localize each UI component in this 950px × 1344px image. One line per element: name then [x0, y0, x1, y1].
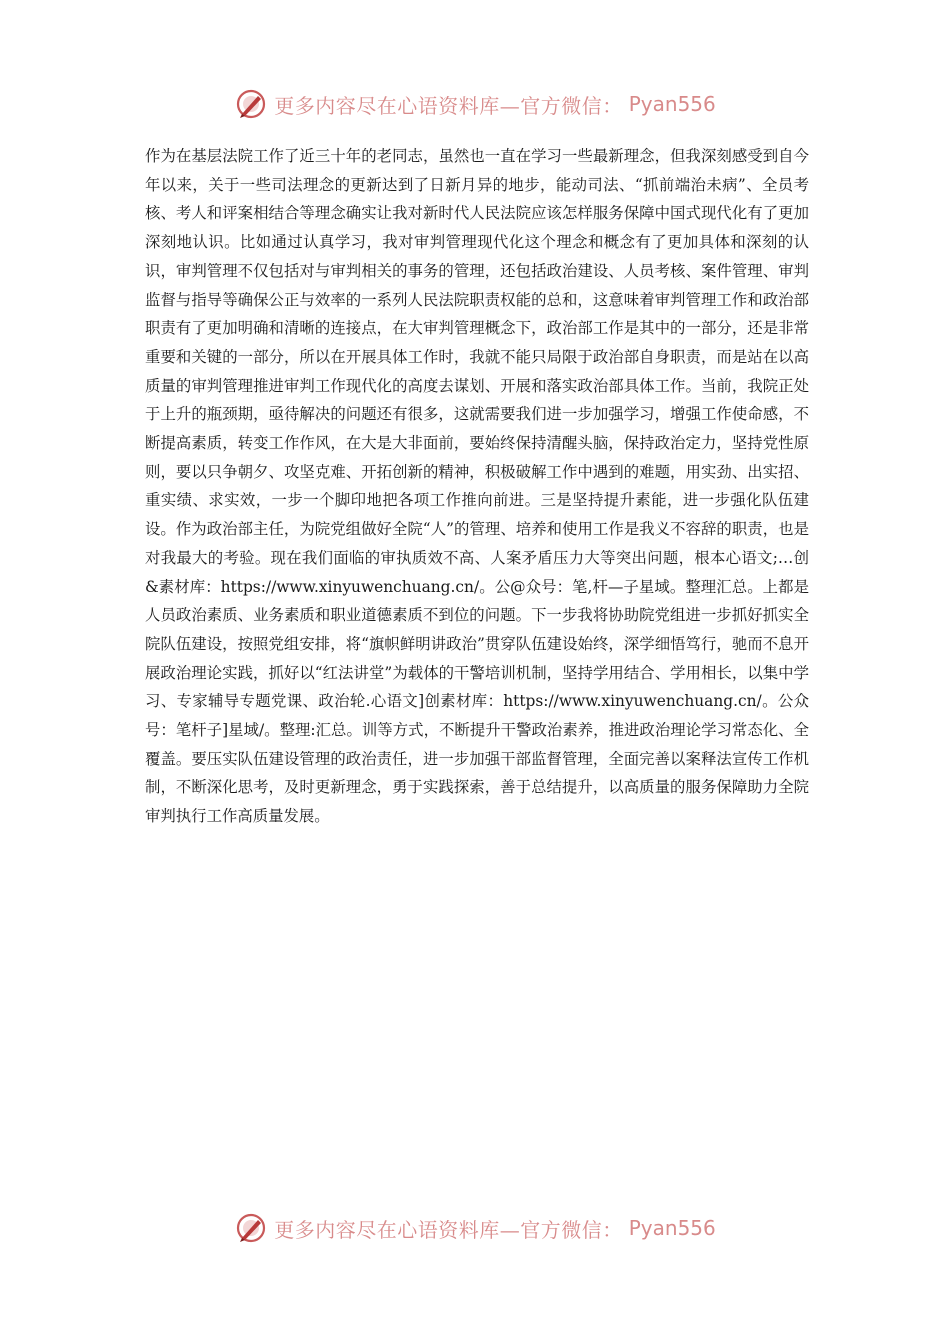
- watermark-wechat-id: Pyan556: [628, 1216, 716, 1240]
- pen-logo-icon: [234, 87, 268, 121]
- watermark-text: 更多内容尽在心语资料库—官方微信：: [274, 1217, 623, 1242]
- document-body-paragraph: 作为在基层法院工作了近三十年的老同志，虽然也一直在学习一些最新理念，但我深刻感受到自今年以来，关于一些司法理念的更新达到了日新月异的地步，能动司法、“抓前端治未病”、全员考核、考人和评案相结合等理念确实让我对新时代人民法院应该怎样服务保障中国式现代化有了更加深刻地认识。比如通过认真学习，我对审判管理现代化这个理念和概念有了更加具体和深刻的认识，审判管理不仅包括对与审判相关的事务的管理，还包括政治建设、人员考核、案件管理、审判监督与指导等确保公正与效率的一系列人民法院职责权能的总和，这意味着审判管理工作和政治部职责有了更加明确和清晰的连接点，在大审判管理概念下，政治部工作是其中的一部分，还是非常重要和关键的一部分，所以在开展具体工作时，我就不能只局限于政治部自身职责，而是站在以高质量的审判管理推进审判工作现代化的高度去谋划、开展和落实政治部具体工作。当前，我院正处于上升的瓶颈期，亟待解决的问题还有很多，这就需要我们进一步加强学习，增强工作使命感，不断提高素质，转变工作作风，在大是大非面前，要始终保持清醒头脑，保持政治定力，坚持党性原则，要以只争朝夕、攻坚克难、开拓创新的精神，积极破解工作中遇到的难题，用实劲、出实招、重实绩、求实效，一步一个脚印地把各项工作推向前进。三是坚持提升素能，进一步强化队伍建设。作为政治部主任，为院党组做好全院“人”的管理、培养和使用工作是我义不容辞的职责，也是对我最大的考验。现在我们面临的审执质效不高、人案矛盾压力大等突出问题，根本心语文;…创&素材库：https://www.xinyuwenchuang.cn/。公@众号：笔,杆—子星域。整理汇总。上都是人员政治素质、业务素质和职业道德素质不到位的问题。下一步我将协助院党组进一步抓好抓实全院队伍建设，按照党组安排，将“旗帜鲜明讲政治”贯穿队伍建设始终，深学细悟笃行，驰而不息开展政治理论实践，抓好以“红法讲堂”为载体的干警培训机制，坚持学用结合、学用相长，以集中学习、专家辅导专题党课、政治轮.心语文]创素材库：https://www.xinyuwenchuang.cn/。公众号：笔杆子]星域/。整理:汇总。训等方式，不断提升干警政治素养，推进政治理论学习常态化、全覆盖。要压实队伍建设管理的政治责任，进一步加强干部监督管理，全面完善以案释法宣传工作机制，不断深化思考，及时更新理念，勇于实践探索，善于总结提升，以高质量的服务保障助力全院审判执行工作高质量发展。: [145, 147, 809, 826]
- watermark-wechat-id: Pyan556: [628, 92, 716, 116]
- pen-logo-icon: [234, 1211, 268, 1245]
- watermark-text: 更多内容尽在心语资料库—官方微信：: [274, 93, 623, 118]
- header-watermark: [0, 84, 950, 124]
- footer-watermark: [0, 1208, 950, 1248]
